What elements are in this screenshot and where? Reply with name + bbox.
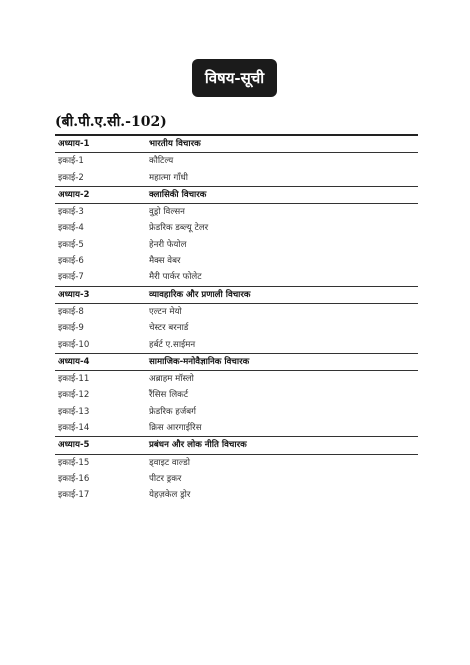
unit-number: इकाई-1 — [58, 156, 84, 167]
unit-title: महात्मा गाँधी — [149, 172, 189, 183]
chapter-heading: भारतीय विचारक — [149, 139, 201, 149]
unit-title: अब्राहम मॉस्लो — [149, 374, 194, 385]
chapter-number: अध्याय-1 — [58, 139, 90, 149]
unit-row — [55, 404, 418, 420]
unit-title: फ्रेडरिक हर्जबर्ग — [149, 406, 196, 417]
unit-row — [55, 237, 418, 253]
unit-row — [55, 320, 418, 336]
unit-row — [55, 487, 418, 503]
unit-number: इकाई-2 — [58, 172, 84, 183]
chapter-number: अध्याय-4 — [58, 356, 90, 367]
unit-title: चेस्टर बरनार्ड — [149, 323, 189, 334]
unit-number: इकाई-10 — [58, 339, 90, 350]
unit-title: रैंसिस लिकर्ट — [149, 390, 189, 401]
chapter-heading: सामाजिक-मनोवैज्ञानिक विचारक — [149, 356, 250, 367]
unit-title: ड्वाइट वाल्डो — [149, 457, 191, 468]
chapter-heading: क्लासिकी विचारक — [149, 189, 207, 200]
unit-title: मैरी पार्कर फोलेट — [149, 272, 202, 283]
unit-title: येहज़केल ड्रोर — [149, 490, 191, 501]
unit-number: इकाई-16 — [58, 473, 90, 484]
chapter-heading: व्यावहारिक और प्रणाली विचारक — [149, 289, 251, 300]
unit-row — [55, 304, 418, 320]
chapter-row — [55, 186, 418, 204]
unit-title: एल्टन मेयो — [149, 306, 182, 317]
unit-number: इकाई-5 — [58, 239, 84, 250]
unit-row — [55, 387, 418, 403]
unit-number: इकाई-8 — [58, 306, 84, 317]
unit-number: इकाई-3 — [58, 207, 84, 218]
unit-number: इकाई-9 — [58, 323, 84, 334]
unit-number: इकाई-6 — [58, 256, 84, 267]
unit-number: इकाई-4 — [58, 223, 84, 234]
chapter-number: अध्याय-2 — [58, 189, 90, 200]
chapter-heading: प्रबंधन और लोक नीति विचारक — [149, 440, 247, 451]
unit-title: क्रिस आरगाईरिस — [149, 423, 202, 434]
chapter-row — [55, 136, 418, 153]
chapter-row — [55, 286, 418, 304]
unit-number: इकाई-13 — [58, 406, 90, 417]
course-code: (बी.पी.ए.सी.-102) — [55, 114, 167, 130]
unit-number: इकाई-7 — [58, 272, 84, 283]
unit-title: फ्रेडरिक डब्ल्यू टेलर — [149, 223, 209, 234]
unit-row — [55, 455, 418, 471]
unit-title: हेनरी फेयोल — [149, 239, 187, 250]
unit-title: वुड्रो विल्सन — [149, 207, 185, 218]
unit-row — [55, 269, 418, 285]
unit-title: मैक्स वेबर — [149, 256, 181, 267]
unit-number: इकाई-12 — [58, 390, 90, 401]
unit-number: इकाई-11 — [58, 374, 90, 385]
unit-row — [55, 371, 418, 387]
unit-row — [55, 471, 418, 487]
unit-title: हर्बर्ट ए.साईमन — [149, 339, 196, 350]
unit-row — [55, 153, 418, 169]
unit-row — [55, 337, 418, 353]
unit-number: इकाई-17 — [58, 490, 90, 501]
table-of-contents — [55, 134, 418, 504]
unit-title: कौटिल्य — [149, 156, 174, 167]
chapter-row — [55, 436, 418, 454]
unit-number: इकाई-15 — [58, 457, 90, 468]
unit-row — [55, 220, 418, 236]
unit-title: पीटर ड्रकर — [149, 473, 182, 484]
chapter-number: अध्याय-5 — [58, 440, 90, 451]
unit-row — [55, 170, 418, 186]
unit-row — [55, 253, 418, 269]
unit-row — [55, 420, 418, 436]
chapter-row — [55, 353, 418, 371]
unit-number: इकाई-14 — [58, 423, 90, 434]
page-title: विषय-सूची — [192, 59, 277, 97]
unit-row — [55, 204, 418, 220]
chapter-number: अध्याय-3 — [58, 289, 90, 300]
